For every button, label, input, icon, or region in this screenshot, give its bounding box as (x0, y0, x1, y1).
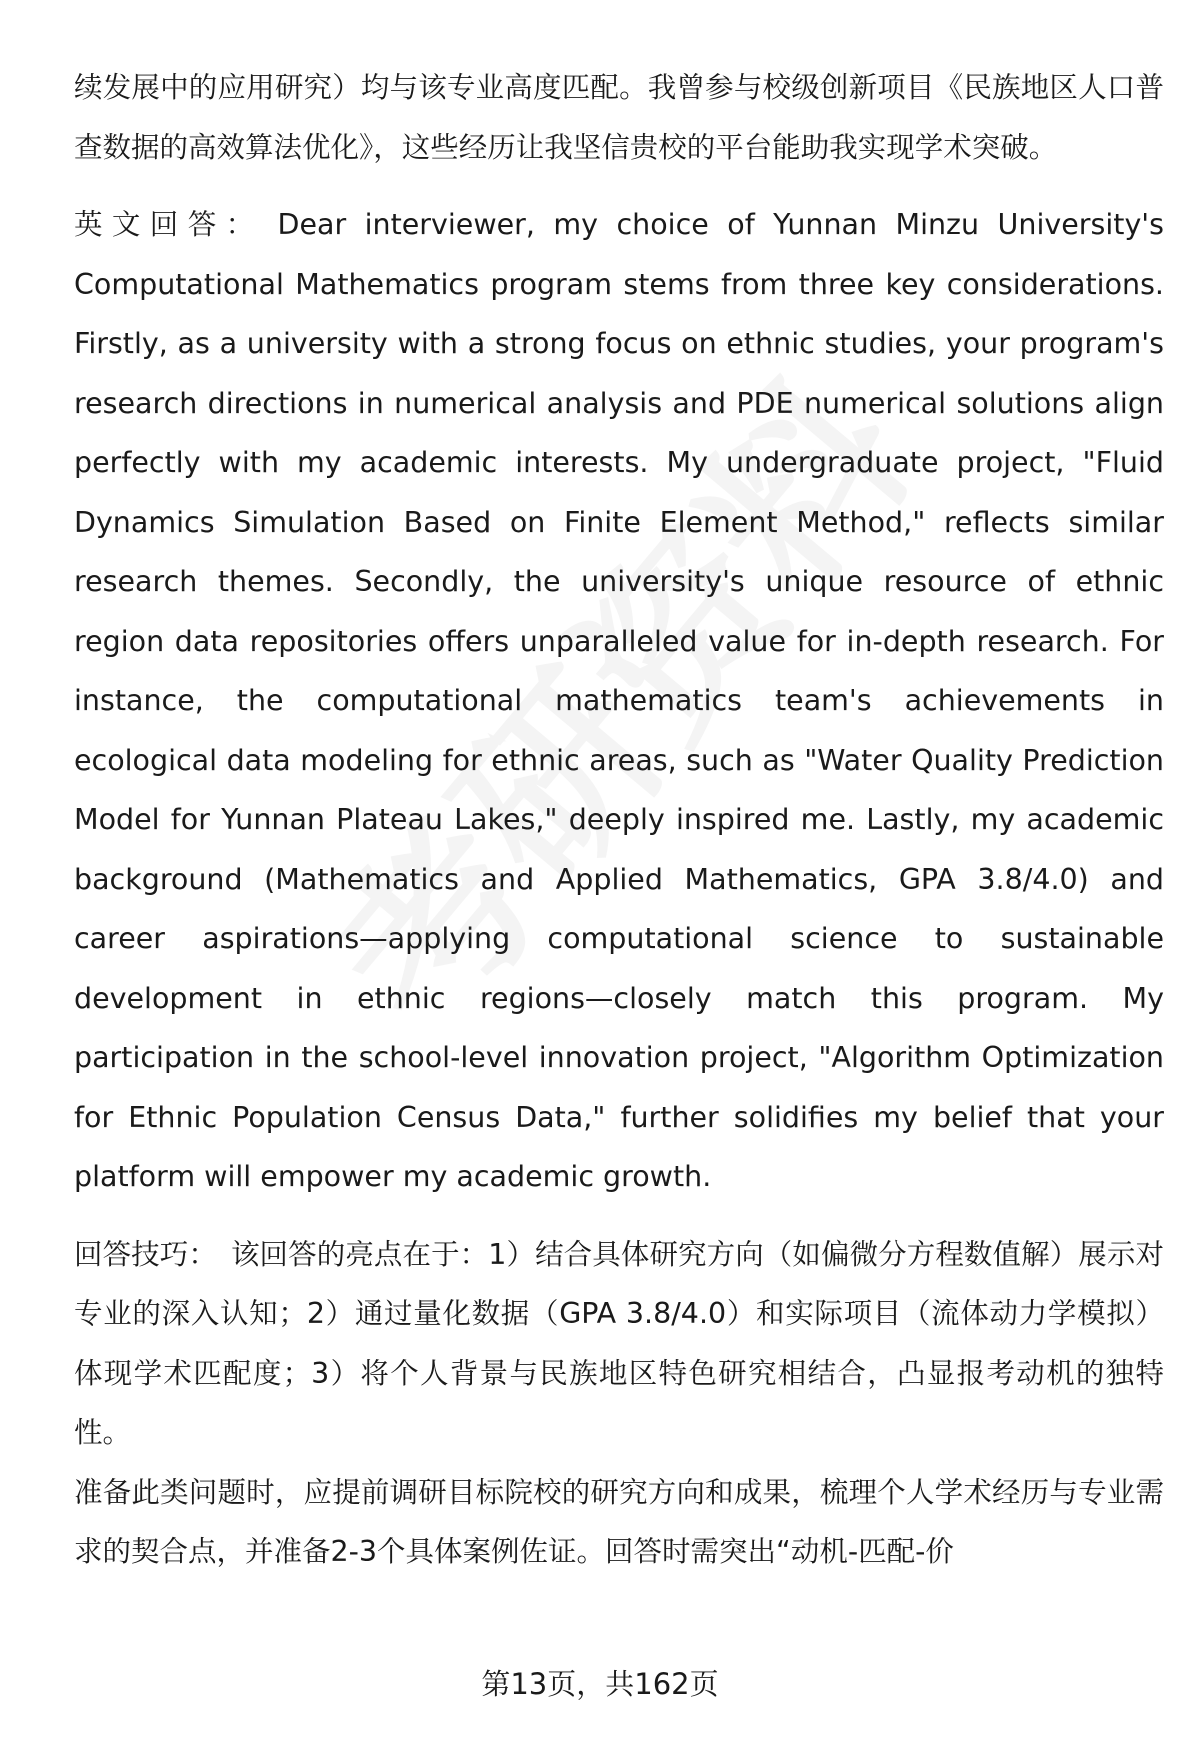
paragraph-english-answer (74, 195, 1164, 1207)
paragraph-gap (74, 1207, 1164, 1225)
answer-tips-body: 该回答的亮点在于：1）结合具体研究方向（如偏微分方程数值解）展示对专业的深入认知；2）通过量化数据（GPA 3.8/4.0）和实际项目（流体动力学模拟）体现学术匹配度；3）将个人背景与民族地区特色研究相结合，凸显报考动机的独特性。 (74, 1237, 1164, 1449)
paragraph-chinese-answer-continuation: 续发展中的应用研究）均与该专业高度匹配。我曾参与校级创新项目《民族地区人口普查数据的高效算法优化》，这些经历让我坚信贵校的平台能助我实现学术突破。 (74, 71, 1164, 164)
paragraph-preparation-advice: 准备此类问题时，应提前调研目标院校的研究方向和成果，梳理个人学术经历与专业需求的契合点，并准备2-3个具体案例佐证。回答时需突出“动机-匹配-价 (74, 1475, 1164, 1568)
paragraph-answer-tips (74, 1225, 1164, 1463)
page-indicator: 第13页，共162页 (481, 1667, 719, 1701)
answer-tips-label: 回答技巧： (74, 1237, 217, 1271)
paragraph-gap (74, 177, 1164, 195)
english-answer-label: 英文回答： (74, 208, 264, 241)
english-answer-body: Dear interviewer, my choice of Yunnan Minzu University's Computational Mathematics program stems from three key considerations. Firstly, as a university with a strong focus on ethnic studies, your program's research directions in numerical analysis and PDE numerical solutions align perfectly with my academic interests. My undergraduate project, "Fluid Dynamics Simulation Based on Finite Element Method," reflects similar research themes. Secondly, the university's unique resource of ethnic region data repositories offers unparalleled value for in-depth research. For instance, the computational mathematics team's achievements in ecological data modeling for ethnic areas, such as "Water Quality Prediction Model for Yunnan Plateau Lakes," deeply inspired me. Lastly, my academic background (Mathematics and Applied Mathematics, GPA 3.8/4.0) and career aspirations—applying computational science to sustainable development in ethnic regions—closely match this program. My participation in the school-level innovation project, "Algorithm Optimization for Ethnic Population Census Data," further solidifies my belief that your platform will empower my academic growth. (74, 208, 1164, 1193)
document-content (74, 58, 1164, 1582)
